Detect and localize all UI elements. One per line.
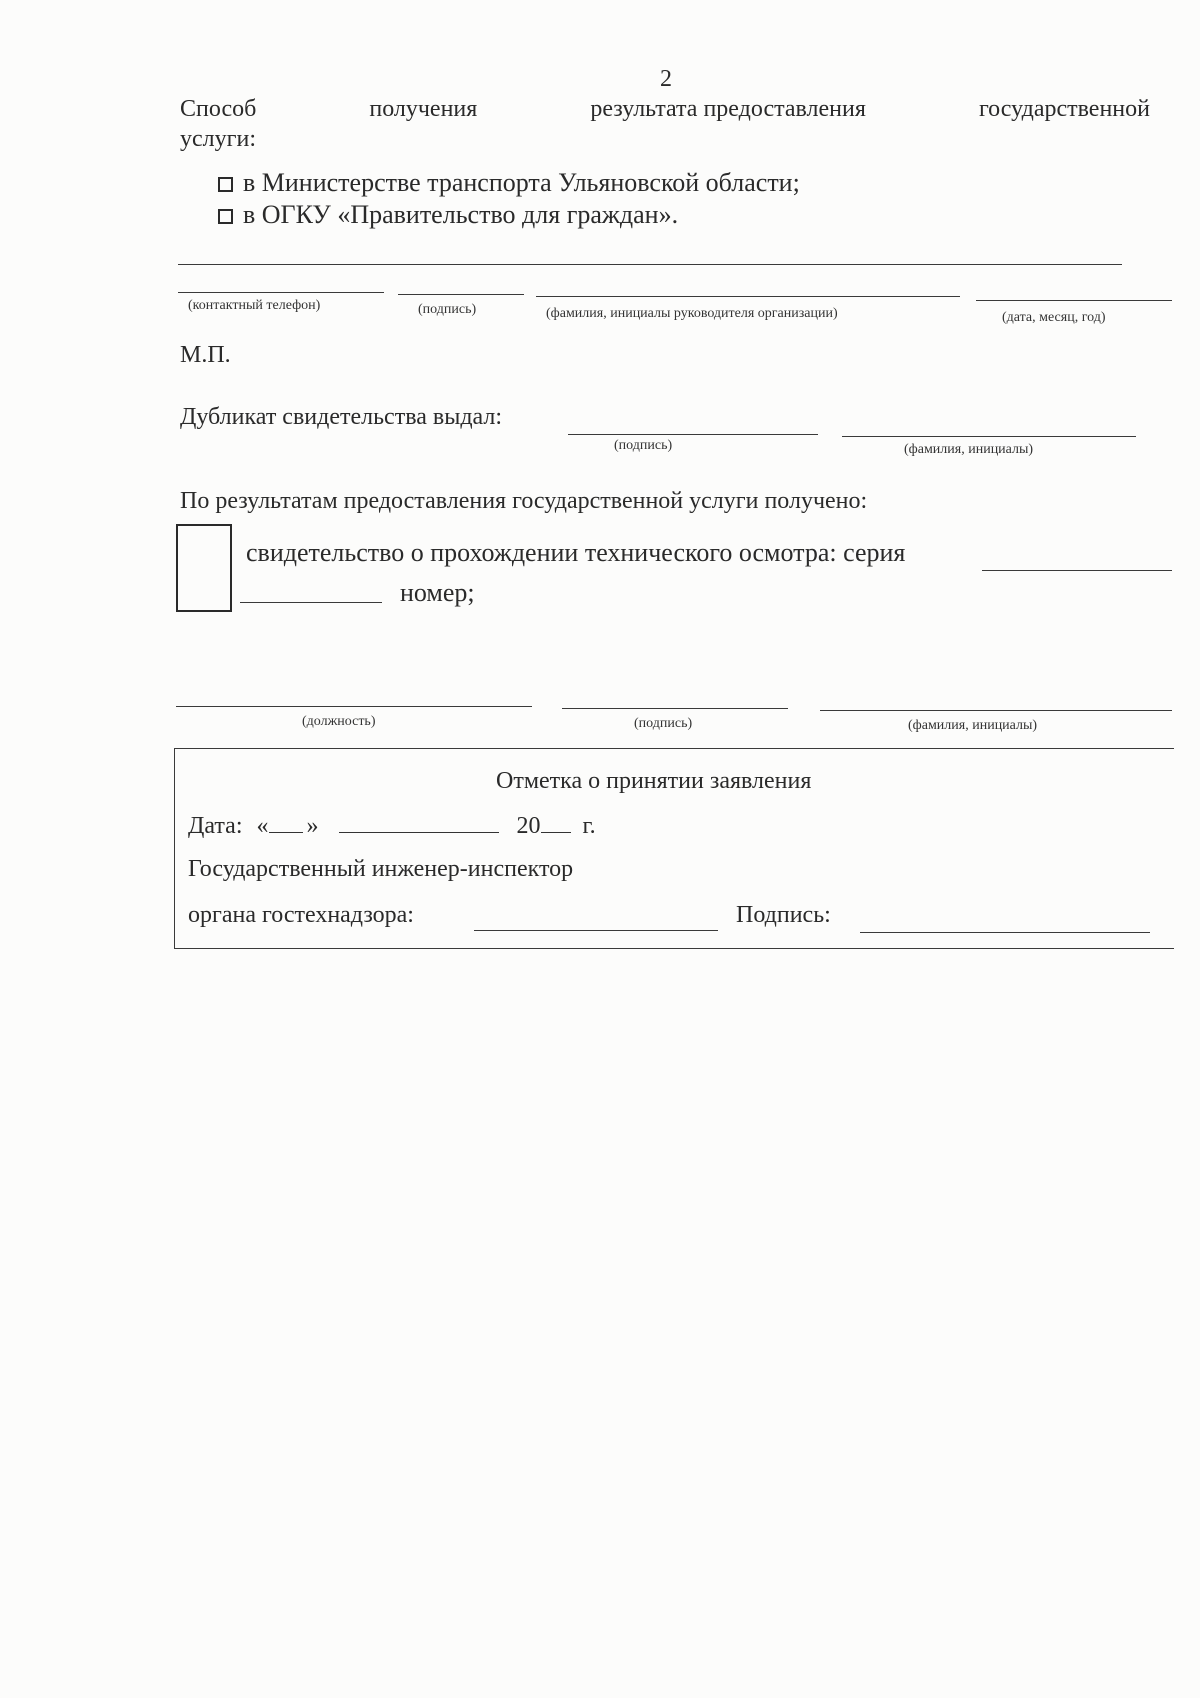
method-heading-word: Способ xyxy=(180,96,257,122)
official-signature-line[interactable] xyxy=(562,708,788,709)
signature-caption: (подпись) xyxy=(418,302,477,317)
inspector-signature-field[interactable] xyxy=(860,932,1150,933)
number-field[interactable] xyxy=(240,602,382,603)
method-option[interactable] xyxy=(218,200,678,230)
date-label: Дата: xyxy=(188,813,243,839)
acceptance-title: Отметка о принятии заявления xyxy=(496,768,812,794)
position-caption: (должность) xyxy=(302,714,376,729)
day-field[interactable] xyxy=(269,810,303,833)
head-name-caption: (фамилия, инициалы руководителя организации) xyxy=(546,306,838,321)
date-line[interactable] xyxy=(976,300,1172,301)
method-heading-word: получения xyxy=(369,96,478,122)
method-heading xyxy=(180,96,1150,123)
head-name-line[interactable] xyxy=(536,296,960,297)
phone-caption: (контактный телефон) xyxy=(188,298,321,313)
date-caption: (дата, месяц, год) xyxy=(1002,310,1106,325)
divider-line xyxy=(178,264,1122,265)
duplicate-label: Дубликат свидетельства выдал: xyxy=(180,404,503,430)
duplicate-signature-line[interactable] xyxy=(568,434,818,435)
method-option-label: в Министерстве транспорта Ульяновской области; xyxy=(243,168,800,197)
checkbox[interactable] xyxy=(218,177,233,192)
duplicate-name-caption: (фамилия, инициалы) xyxy=(904,442,1034,457)
results-heading: По результатам предоставления государственной услуги получено: xyxy=(180,488,868,514)
acceptance-left-border xyxy=(174,748,175,948)
quote-open: « xyxy=(256,813,269,839)
quote-close: » xyxy=(306,813,319,839)
year-field[interactable] xyxy=(541,810,571,833)
official-name-line[interactable] xyxy=(820,710,1172,711)
position-line[interactable] xyxy=(176,706,532,707)
certificate-line1: свидетельство о прохождении технического осмотра: серия xyxy=(246,538,906,567)
inspector-line2: органа гостехнадзора: xyxy=(188,902,414,928)
year-prefix: 20 xyxy=(516,813,541,839)
acceptance-date-row xyxy=(188,810,596,840)
phone-line[interactable] xyxy=(178,292,384,293)
certificate-checkbox[interactable] xyxy=(176,524,232,612)
checkbox[interactable] xyxy=(218,209,233,224)
certificate-line2: номер; xyxy=(400,578,475,607)
signature-line[interactable] xyxy=(398,294,524,295)
duplicate-signature-caption: (подпись) xyxy=(614,438,673,453)
acceptance-top-border xyxy=(174,748,1174,749)
method-heading-word: результата предоставления xyxy=(590,96,866,122)
official-name-caption: (фамилия, инициалы) xyxy=(908,718,1038,733)
method-heading-continued: услуги: xyxy=(180,126,256,152)
signature-label: Подпись: xyxy=(736,902,831,928)
inspector-name-field[interactable] xyxy=(474,930,718,931)
year-suffix: г. xyxy=(582,813,596,839)
stamp-place: М.П. xyxy=(180,342,231,368)
month-field[interactable] xyxy=(339,810,499,833)
page-number: 2 xyxy=(660,66,672,92)
inspector-line1: Государственный инженер-инспектор xyxy=(188,856,574,882)
series-field[interactable] xyxy=(982,570,1172,571)
duplicate-name-line[interactable] xyxy=(842,436,1136,437)
method-option[interactable] xyxy=(218,168,800,198)
method-option-label: в ОГКУ «Правительство для граждан». xyxy=(243,200,679,229)
method-heading-word: государственной xyxy=(978,96,1150,122)
acceptance-bottom-border xyxy=(174,948,1174,949)
official-signature-caption: (подпись) xyxy=(634,716,693,731)
